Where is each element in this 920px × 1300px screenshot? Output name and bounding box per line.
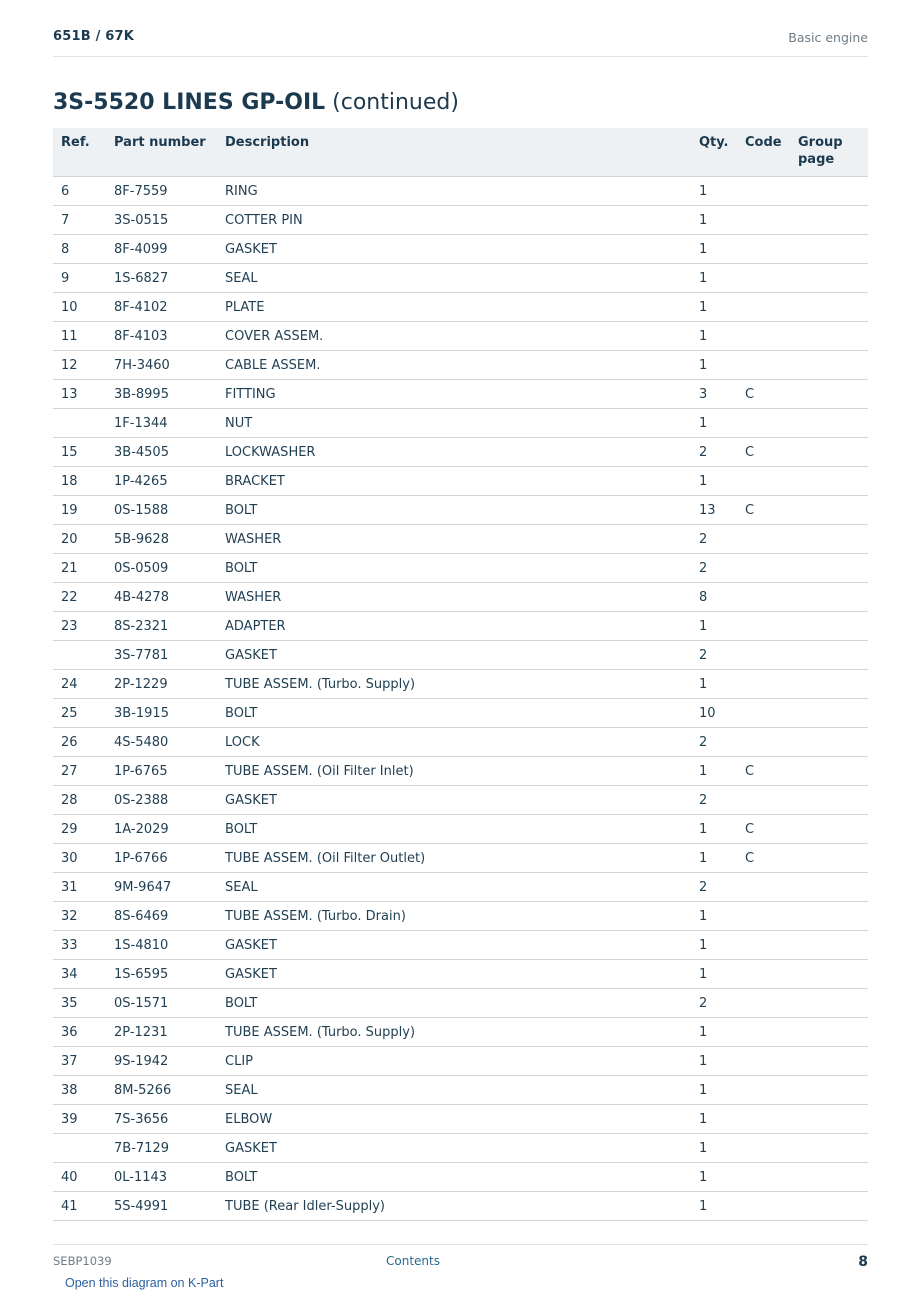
group-page-cell [798,989,868,1018]
description-cell: GASKET [225,786,699,815]
description-cell: GASKET [225,931,699,960]
description-cell: FITTING [225,380,699,409]
qty-cell: 3 [699,380,745,409]
part-number-cell: 8F-7559 [114,177,225,206]
table-row [53,467,868,496]
col-header-ref: Ref. [53,128,114,177]
code-cell [745,583,798,612]
table-row [53,1192,868,1221]
part-number-cell: 0S-1588 [114,496,225,525]
part-number-cell: 3B-4505 [114,438,225,467]
code-cell [745,409,798,438]
code-cell [745,873,798,902]
code-cell [745,1076,798,1105]
group-page-cell [798,1018,868,1047]
ref-cell: 6 [53,177,114,206]
code-cell [745,612,798,641]
ref-cell: 11 [53,322,114,351]
qty-cell: 1 [699,467,745,496]
table-row [53,438,868,467]
ref-cell: 27 [53,757,114,786]
table-row [53,351,868,380]
group-page-cell [798,206,868,235]
description-cell: SEAL [225,1076,699,1105]
part-number-cell: 1S-6595 [114,960,225,989]
table-row [53,815,868,844]
description-cell: CABLE ASSEM. [225,351,699,380]
table-row [53,1105,868,1134]
col-header-group-page: Group page [798,128,868,177]
qty-cell: 1 [699,931,745,960]
part-number-cell: 1P-6765 [114,757,225,786]
qty-cell: 2 [699,873,745,902]
code-cell [745,1047,798,1076]
group-page-cell [798,612,868,641]
part-number-cell: 5B-9628 [114,525,225,554]
part-number-cell: 7H-3460 [114,351,225,380]
ref-cell: 32 [53,902,114,931]
group-page-cell [798,1105,868,1134]
code-cell [745,235,798,264]
ref-cell [53,1134,114,1163]
qty-cell: 1 [699,757,745,786]
code-cell: C [745,380,798,409]
contents-link[interactable]: Contents [386,1254,440,1268]
table-row [53,931,868,960]
code-cell [745,467,798,496]
code-cell [745,786,798,815]
description-cell: BOLT [225,554,699,583]
part-number-cell: 2P-1229 [114,670,225,699]
qty-cell: 2 [699,525,745,554]
group-page-cell [798,757,868,786]
group-page-cell [798,1134,868,1163]
parts-table [53,128,868,1221]
code-cell [745,1134,798,1163]
part-number-cell: 9M-9647 [114,873,225,902]
part-number-cell: 0S-1571 [114,989,225,1018]
group-page-cell [798,438,868,467]
group-page-cell [798,1192,868,1221]
group-page-cell [798,1163,868,1192]
kpart-diagram-link[interactable]: Open this diagram on K-Part [65,1276,224,1290]
part-number-cell: 8F-4099 [114,235,225,264]
part-number-cell: 7B-7129 [114,1134,225,1163]
description-cell: GASKET [225,641,699,670]
description-cell: PLATE [225,293,699,322]
col-header-description: Description [225,128,699,177]
part-number-cell: 4B-4278 [114,583,225,612]
qty-cell: 1 [699,844,745,873]
ref-cell: 29 [53,815,114,844]
part-number-cell: 8M-5266 [114,1076,225,1105]
description-cell: NUT [225,409,699,438]
qty-cell: 2 [699,786,745,815]
table-row [53,902,868,931]
code-cell [745,728,798,757]
table-row [53,612,868,641]
description-cell: BOLT [225,496,699,525]
table-row [53,177,868,206]
group-page-cell [798,380,868,409]
ref-cell: 12 [53,351,114,380]
table-row [53,554,868,583]
qty-cell: 1 [699,351,745,380]
description-cell: RING [225,177,699,206]
description-cell: TUBE ASSEM. (Turbo. Drain) [225,902,699,931]
code-cell [745,699,798,728]
ref-cell: 19 [53,496,114,525]
code-cell: C [745,757,798,786]
part-number-cell: 1P-4265 [114,467,225,496]
description-cell: GASKET [225,235,699,264]
ref-cell: 40 [53,1163,114,1192]
table-row [53,583,868,612]
qty-cell: 1 [699,293,745,322]
ref-cell: 38 [53,1076,114,1105]
table-row [53,1018,868,1047]
code-cell [745,1105,798,1134]
ref-cell: 30 [53,844,114,873]
part-number-cell: 8S-2321 [114,612,225,641]
description-cell: ELBOW [225,1105,699,1134]
group-page-cell [798,1076,868,1105]
description-cell: BRACKET [225,467,699,496]
table-row [53,525,868,554]
group-page-cell [798,786,868,815]
table-row [53,844,868,873]
group-page-cell [798,293,868,322]
table-row [53,380,868,409]
description-cell: SEAL [225,873,699,902]
group-page-cell [798,496,868,525]
qty-cell: 1 [699,409,745,438]
group-page-cell [798,264,868,293]
section-label: Basic engine [788,30,868,45]
description-cell: COTTER PIN [225,206,699,235]
part-number-cell: 1F-1344 [114,409,225,438]
description-cell: LOCK [225,728,699,757]
table-row [53,1163,868,1192]
qty-cell: 1 [699,815,745,844]
group-page-cell [798,699,868,728]
table-row [53,235,868,264]
table-row [53,786,868,815]
description-cell: CLIP [225,1047,699,1076]
table-row [53,960,868,989]
table-row [53,293,868,322]
group-page-cell [798,409,868,438]
qty-cell: 1 [699,612,745,641]
code-cell [745,989,798,1018]
qty-cell: 13 [699,496,745,525]
qty-cell: 1 [699,1163,745,1192]
qty-cell: 1 [699,960,745,989]
group-page-cell [798,873,868,902]
ref-cell: 10 [53,293,114,322]
group-page-cell [798,728,868,757]
qty-cell: 1 [699,206,745,235]
table-row [53,989,868,1018]
group-page-cell [798,351,868,380]
table-row [53,496,868,525]
group-page-cell [798,525,868,554]
ref-cell: 31 [53,873,114,902]
table-row [53,728,868,757]
part-number-cell: 1S-4810 [114,931,225,960]
description-cell: TUBE ASSEM. (Turbo. Supply) [225,670,699,699]
qty-cell: 10 [699,699,745,728]
description-cell: BOLT [225,1163,699,1192]
table-row [53,206,868,235]
part-number-cell: 8F-4102 [114,293,225,322]
qty-cell: 1 [699,1047,745,1076]
ref-cell: 39 [53,1105,114,1134]
ref-cell [53,641,114,670]
code-cell [745,525,798,554]
code-cell [745,322,798,351]
description-cell: WASHER [225,525,699,554]
part-number-cell: 1A-2029 [114,815,225,844]
qty-cell: 1 [699,177,745,206]
part-number-cell: 4S-5480 [114,728,225,757]
code-cell [745,670,798,699]
table-header-row [53,128,868,177]
group-page-cell [798,1047,868,1076]
group-page-cell [798,844,868,873]
description-cell: COVER ASSEM. [225,322,699,351]
qty-cell: 1 [699,1105,745,1134]
col-header-part-number: Part number [114,128,225,177]
qty-cell: 2 [699,438,745,467]
ref-cell: 36 [53,1018,114,1047]
code-cell [745,960,798,989]
page-number: 8 [858,1254,868,1270]
ref-cell: 26 [53,728,114,757]
group-page-cell [798,902,868,931]
ref-cell: 8 [53,235,114,264]
part-number-cell: 1S-6827 [114,264,225,293]
table-row [53,1047,868,1076]
part-number-cell: 1P-6766 [114,844,225,873]
description-cell: TUBE ASSEM. (Oil Filter Outlet) [225,844,699,873]
code-cell [745,177,798,206]
qty-cell: 1 [699,1018,745,1047]
part-number-cell: 3S-0515 [114,206,225,235]
code-cell [745,206,798,235]
table-row [53,699,868,728]
part-number-cell: 3S-7781 [114,641,225,670]
description-cell: ADAPTER [225,612,699,641]
part-number-cell: 0L-1143 [114,1163,225,1192]
description-cell: BOLT [225,989,699,1018]
code-cell [745,1018,798,1047]
group-page-cell [798,467,868,496]
ref-cell: 22 [53,583,114,612]
col-header-qty: Qty. [699,128,745,177]
group-page-cell [798,960,868,989]
qty-cell: 2 [699,554,745,583]
description-cell: BOLT [225,815,699,844]
code-cell: C [745,496,798,525]
part-number-cell: 7S-3656 [114,1105,225,1134]
group-page-cell [798,235,868,264]
ref-cell: 41 [53,1192,114,1221]
table-row [53,1076,868,1105]
ref-cell [53,409,114,438]
qty-cell: 1 [699,235,745,264]
code-cell: C [745,438,798,467]
qty-cell: 1 [699,902,745,931]
code-cell: C [745,844,798,873]
table-row [53,322,868,351]
description-cell: LOCKWASHER [225,438,699,467]
ref-cell: 18 [53,467,114,496]
group-page-cell [798,670,868,699]
ref-cell: 9 [53,264,114,293]
group-page-cell [798,177,868,206]
page-header [53,28,868,57]
group-page-cell [798,583,868,612]
table-row [53,757,868,786]
qty-cell: 2 [699,641,745,670]
qty-cell: 1 [699,322,745,351]
model-label: 651B / 67K [53,29,135,44]
description-cell: WASHER [225,583,699,612]
code-cell [745,641,798,670]
description-cell: TUBE ASSEM. (Oil Filter Inlet) [225,757,699,786]
ref-cell: 13 [53,380,114,409]
code-cell [745,931,798,960]
table-row [53,641,868,670]
ref-cell: 37 [53,1047,114,1076]
part-number-cell: 9S-1942 [114,1047,225,1076]
description-cell: BOLT [225,699,699,728]
ref-cell: 34 [53,960,114,989]
table-row [53,264,868,293]
code-cell: C [745,815,798,844]
group-page-cell [798,554,868,583]
qty-cell: 1 [699,1134,745,1163]
description-cell: GASKET [225,960,699,989]
table-row [53,873,868,902]
title-suffix: (continued) [332,90,459,115]
ref-cell: 35 [53,989,114,1018]
qty-cell: 8 [699,583,745,612]
qty-cell: 1 [699,1076,745,1105]
part-number-cell: 3B-1915 [114,699,225,728]
part-number-cell: 0S-2388 [114,786,225,815]
code-cell [745,554,798,583]
group-page-cell [798,641,868,670]
qty-cell: 1 [699,670,745,699]
table-row [53,1134,868,1163]
code-cell [745,293,798,322]
part-number-cell: 2P-1231 [114,1018,225,1047]
qty-cell: 1 [699,264,745,293]
part-number-cell: 5S-4991 [114,1192,225,1221]
page-footer [53,1244,868,1275]
group-page-cell [798,815,868,844]
ref-cell: 33 [53,931,114,960]
code-cell [745,264,798,293]
group-page-cell [798,322,868,351]
part-number-cell: 3B-8995 [114,380,225,409]
ref-cell: 7 [53,206,114,235]
page-title [53,90,459,115]
ref-cell: 28 [53,786,114,815]
part-number-cell: 8S-6469 [114,902,225,931]
code-cell [745,902,798,931]
part-number-cell: 8F-4103 [114,322,225,351]
col-header-code: Code [745,128,798,177]
description-cell: SEAL [225,264,699,293]
ref-cell: 24 [53,670,114,699]
ref-cell: 21 [53,554,114,583]
code-cell [745,351,798,380]
table-row [53,409,868,438]
qty-cell: 2 [699,989,745,1018]
ref-cell: 25 [53,699,114,728]
table-row [53,670,868,699]
description-cell: GASKET [225,1134,699,1163]
ref-cell: 15 [53,438,114,467]
description-cell: TUBE (Rear Idler-Supply) [225,1192,699,1221]
code-cell [745,1163,798,1192]
part-number-cell: 0S-0509 [114,554,225,583]
qty-cell: 1 [699,1192,745,1221]
ref-cell: 23 [53,612,114,641]
code-cell [745,1192,798,1221]
group-page-cell [798,931,868,960]
description-cell: TUBE ASSEM. (Turbo. Supply) [225,1018,699,1047]
qty-cell: 2 [699,728,745,757]
document-id: SEBP1039 [53,1254,112,1268]
ref-cell: 20 [53,525,114,554]
group-title: 3S-5520 LINES GP-OIL [53,90,326,115]
